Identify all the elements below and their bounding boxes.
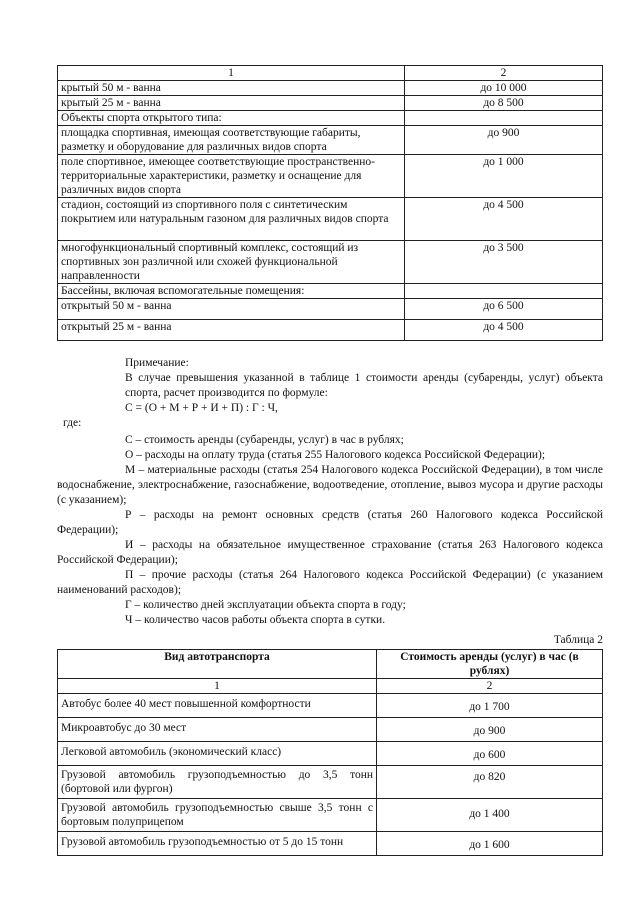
row-value [405,111,603,126]
note-definition: Ч – количество часов работы объекта спорта в сутки. [125,614,386,626]
row-name: Автобус более 40 мест повышенной комфортности [58,694,377,718]
table-row [58,198,603,241]
row-value: до 8 500 [405,96,603,111]
table-row [58,766,603,799]
table-row [58,81,603,96]
table-row [58,320,603,341]
row-value: до 600 [377,742,603,766]
table-row [58,126,603,155]
row-name: открытый 25 м - ванна [58,320,405,341]
column-header-cost: Стоимость аренды (услуг) в час (в рублях) [377,650,603,679]
table-section-row [58,111,603,126]
sports-objects-table [57,65,603,341]
note-definition: И – расходы на обязательное имущественное страхование (статья 263 Налогового кодекса Российской Федерации); [57,539,603,566]
column-number-1: 1 [58,66,405,81]
column-header-vehicle: Вид автотранспорта [58,650,377,679]
table-section-row [58,284,603,299]
row-name: открытый 50 м - ванна [58,299,405,320]
column-number-2: 2 [377,679,603,694]
table-row [58,694,603,718]
note-definition: С – стоимость аренды (субаренды, услуг) в час в рублях; [125,434,404,446]
column-number-2: 2 [405,66,603,81]
row-name: крытый 50 м - ванна [58,81,405,96]
row-value: до 900 [405,126,603,155]
row-name: площадка спортивная, имеющая соответствующие габариты, разметку и оборудование для различных видов спорта [58,126,405,155]
row-name: Микроавтобус до 30 мест [58,718,377,742]
row-value: до 4 500 [405,320,603,341]
row-name: Грузовой автомобиль грузоподъемностью от 5 до 15 тонн [58,832,377,856]
row-name: поле спортивное, имеющее соответствующие пространственно-территориальные характеристики, разметку и оснащение для различных видов спорта [58,155,405,198]
note-definition: П – прочие расходы (статья 264 Налогового кодекса Российской Федерации) (с указанием наименований расходов); [57,569,603,596]
row-value [405,284,603,299]
row-value: до 10 000 [405,81,603,96]
note-formula: С = (О + М + Р + И + П) : Г : Ч, [125,402,278,414]
note-definition: Г – количество дней эксплуатации объекта спорта в году; [125,599,406,611]
row-name: крытый 25 м - ванна [58,96,405,111]
row-value: до 1 700 [377,694,603,718]
row-value: до 4 500 [405,198,603,241]
note-definition: М – материальные расходы (статья 254 Налогового кодекса Российской Федерации), в том числе водоснабжение, электроснабжение, газоснабжение, водоотведение, отопление, вывоз мусора и другие расходы (с указанием); [57,464,603,506]
table-row [58,241,603,284]
note-title: Примечание: [125,357,189,369]
row-name: Легковой автомобиль (экономический класс) [58,742,377,766]
row-value: до 1 400 [377,799,603,832]
note-where: где: [63,417,82,429]
row-value: до 3 500 [405,241,603,284]
row-value: до 1 600 [377,832,603,856]
section-title: Бассейны, включая вспомогательные помещения: [58,284,405,299]
table-row [58,832,603,856]
note-block [57,356,603,628]
row-name: Грузовой автомобиль грузоподъемностью свыше 3,5 тонн с бортовым полуприцепом [58,799,377,832]
table-header-row [58,650,603,679]
note-definition: О – расходы на оплату труда (статья 255 Налогового кодекса Российской Федерации); [125,449,546,461]
row-name: Грузовой автомобиль грузоподъемностью до 3,5 тонн (бортовой или фургон) [58,766,377,799]
row-name: стадион, состоящий из спортивного поля с синтетическим покрытием или натуральным газоном для различных видов спорта [58,198,405,241]
table-header-row [58,66,603,81]
section-title: Объекты спорта открытого типа: [58,111,405,126]
row-value: до 1 000 [405,155,603,198]
note-intro: В случае превышения указанной в таблице 1 стоимости аренды (субаренды, услуг) объекта спорта, расчет производится по формуле: [125,372,603,399]
table-row [58,718,603,742]
row-name: многофункциональный спортивный комплекс, состоящий из спортивных зон различной или схожей функциональной направленности [58,241,405,284]
row-value: до 900 [377,718,603,742]
table-row [58,299,603,320]
table2-label: Таблица 2 [553,634,603,646]
column-number-1: 1 [58,679,377,694]
note-definition: Р – расходы на ремонт основных средств (статья 260 Налогового кодекса Российской Федерации); [57,509,603,536]
table-row [58,742,603,766]
row-value: до 6 500 [405,299,603,320]
table-row [58,96,603,111]
table-number-row [58,679,603,694]
table-row [58,799,603,832]
table-row [58,155,603,198]
row-value: до 820 [377,766,603,799]
vehicle-rental-table [57,649,603,856]
